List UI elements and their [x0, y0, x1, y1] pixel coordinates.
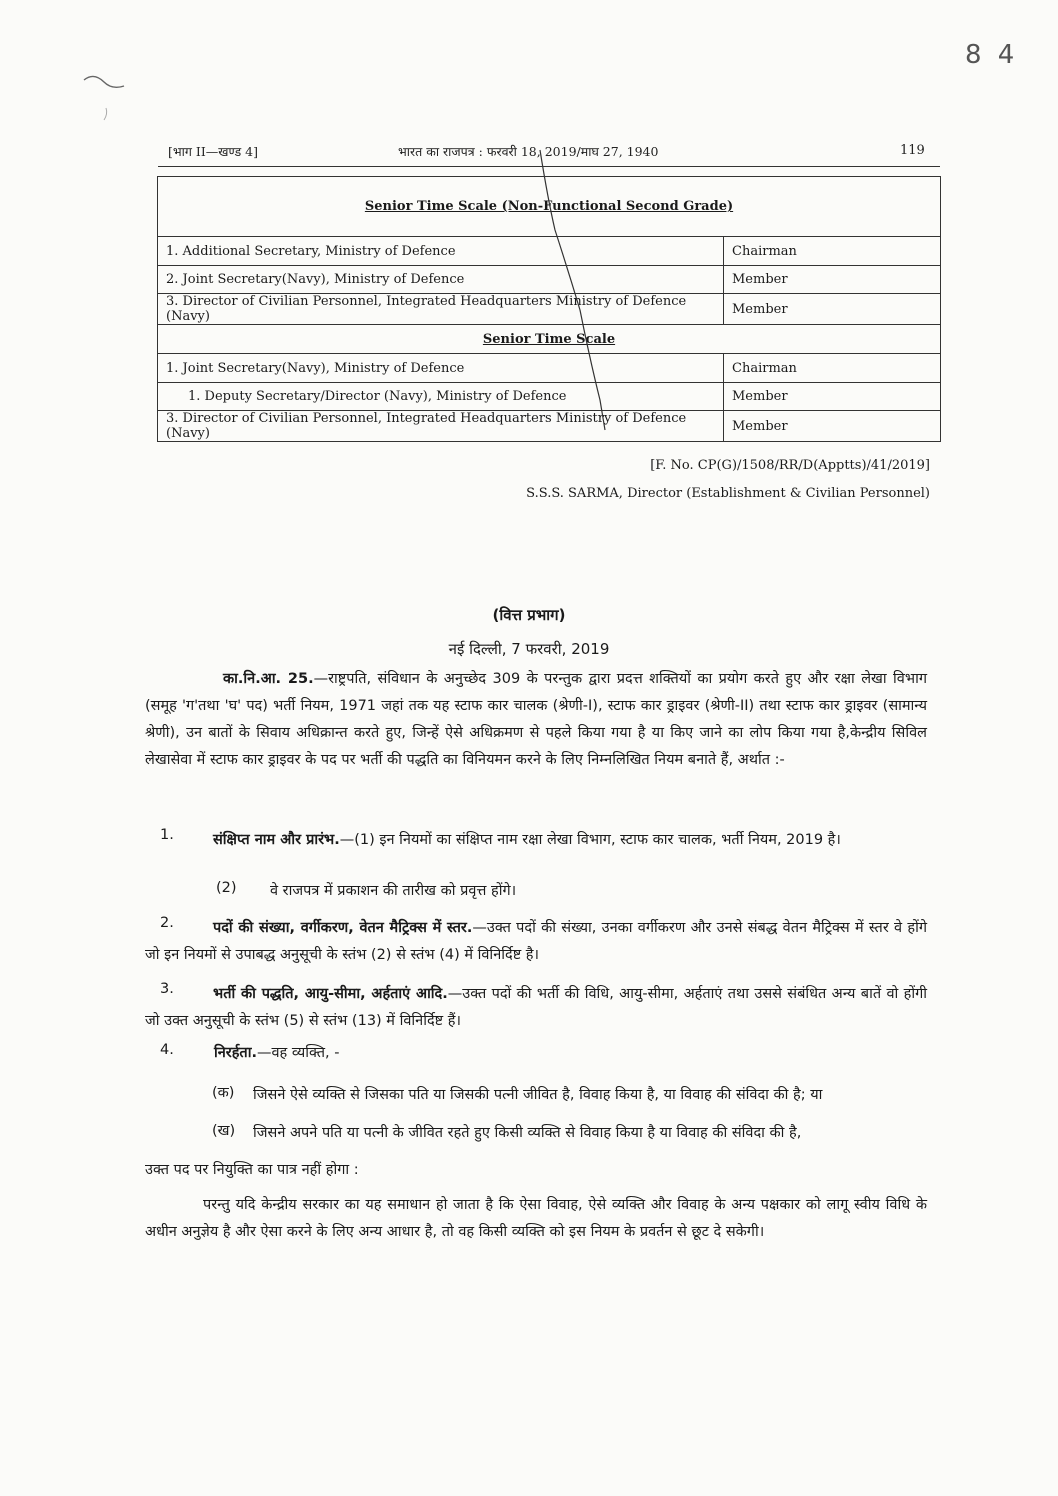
rule3-heading: भर्ती की पद्धति, आयु-सीमा, अर्हताएं आदि.	[213, 986, 448, 1002]
signatory: S.S.S. SARMA, Director (Establishment & Civilian Personnel)	[526, 486, 930, 501]
rule1-text: —(1) इन नियमों का संक्षिप्त नाम रक्षा लेखा विभाग, स्टाफ कार चालक, भर्ती नियम, 2019 है।	[339, 832, 841, 848]
role-cell: Member	[724, 411, 941, 442]
rule2-heading: पदों की संख्या, वर्गीकरण, वेतन मैट्रिक्स में स्तर.	[213, 920, 473, 936]
role-cell: Chairman	[724, 237, 941, 266]
role-cell: Member	[724, 383, 941, 411]
rule4-line	[214, 1042, 339, 1062]
file-number: [F. No. CP(G)/1508/RR/D(Apptts)/41/2019]	[650, 458, 930, 473]
header-gazette-date: भारत का राजपत्र : फरवरी 18, 2019/माघ 27, 1940	[398, 144, 659, 159]
rule1-number: 1.	[160, 827, 174, 843]
member-cell: 1. Deputy Secretary/Director (Navy), Ministry of Defence	[158, 383, 724, 411]
section2-title: Senior Time Scale	[158, 325, 941, 354]
rule1-heading: संक्षिप्त नाम और प्रारंभ.	[213, 832, 340, 848]
ineligible-line: उक्त पद पर नियुक्ति का पात्र नहीं होगा :	[145, 1162, 359, 1178]
header-rule	[158, 166, 940, 167]
rule4-number: 4.	[160, 1042, 174, 1058]
proviso-paragraph: परन्तु यदि केन्द्रीय सरकार का यह समाधान हो जाता है कि ऐसा विवाह, ऐसे व्यक्ति और विवाह के अन्य पक्षकार को लागू स्वीय विधि के अधीन अनुज्ञेय है और ऐसा करने के लिए अन्य आधार है, तो वह किसी व्यक्ति को इस नियम के प्रवर्तन से छूट दे सकेगी।	[145, 1197, 927, 1240]
intro-text: —राष्ट्रपति, संविधान के अनुच्छेद 309 के परन्तुक द्वारा प्रदत्त शक्तियों का प्रयोग करते हुए और रक्षा लेखा विभाग (समूह 'ग'तथा 'घ' पद) भर्ती नियम, 1971 जहां तक यह स्टाफ कार चालक (श्रेणी-I), स्टाफ कार ड्राइवर (श्रेणी-II) तथा स्टाफ कार ड्राइवर (सामान्य श्रेणी), उन बातों के सिवाय अधिक्रान्त करते हुए, जिन्हें ऐसे अधिक्रमण से पहले किया गया है या किए जाने का लोप किया गया है,केन्द्रीय सिविल लेखासेवा में स्टाफ कार ड्राइवर के पद पर भर्ती की पद्धति का विनियमन करने के लिए निम्नलिखित नियम बनाते हैं, अर्थात :-	[145, 671, 927, 768]
member-cell: 3. Director of Civilian Personnel, Integrated Headquarters Ministry of Defence (Navy)	[158, 411, 724, 442]
clause-kha-text: जिसने अपने पति या पत्नी के जीवित रहते हुए किसी व्यक्ति से विवाह किया है या विवाह की संविदा की है,	[253, 1125, 802, 1141]
clause-ka-number: (क)	[212, 1085, 235, 1101]
rule1-paragraph	[145, 827, 927, 854]
handwritten-page-mark: 8 4	[965, 40, 1019, 70]
rule4-heading: निरर्हता.	[214, 1045, 257, 1061]
rule1-sub-text: वे राजपत्र में प्रकाशन की तारीख को प्रवृत्त होंगे।	[270, 883, 517, 899]
table-row	[158, 411, 941, 442]
committee-table	[157, 176, 941, 442]
table-row	[158, 383, 941, 411]
rule2-text: —उक्त पदों की संख्या, उनका वर्गीकरण और उनसे संबद्ध वेतन मैट्रिक्स में स्तर वे होंगे जो इन नियमों से उपाबद्ध अनुसूची के स्तंभ (2) से स्तंभ (4) में विनिर्दिष्ट है।	[145, 920, 927, 963]
intro-paragraph	[145, 666, 927, 774]
table-row	[158, 294, 941, 325]
rule2-number: 2.	[160, 915, 174, 931]
table-section-header	[158, 325, 941, 354]
clause-kha-number: (ख)	[212, 1123, 236, 1139]
role-cell: Member	[724, 294, 941, 325]
rule3-number: 3.	[160, 981, 174, 997]
member-cell: 2. Joint Secretary(Navy), Ministry of Defence	[158, 266, 724, 294]
table-row	[158, 237, 941, 266]
place-date: नई दिल्ली, 7 फरवरी, 2019	[448, 640, 610, 658]
department-heading: (वित्त प्रभाग)	[492, 606, 566, 624]
rule3-text: —उक्त पदों की भर्ती की विधि, आयु-सीमा, अर्हताएं तथा उससे संबंधित अन्य बातें वो होंगी जो उक्त अनुसूची के स्तंभ (5) से स्तंभ (13) में विनिर्दिष्ट हैं।	[145, 986, 927, 1029]
table-row	[158, 354, 941, 383]
header-part-section: [भाग II—खण्ड 4]	[168, 144, 258, 159]
pen-scribble-mark	[80, 70, 130, 130]
gsr-number: का.नि.आ. 25.	[223, 671, 314, 687]
rule1-sub-number: (2)	[216, 880, 237, 896]
member-cell: 3. Director of Civilian Personnel, Integrated Headquarters Ministry of Defence (Navy)	[158, 294, 724, 325]
table-section-header	[158, 177, 941, 237]
role-cell: Chairman	[724, 354, 941, 383]
table-row	[158, 266, 941, 294]
rule2-paragraph	[145, 915, 927, 969]
member-cell: 1. Joint Secretary(Navy), Ministry of Defence	[158, 354, 724, 383]
section1-title: Senior Time Scale (Non-Functional Second Grade)	[158, 177, 941, 237]
clause-ka-text: जिसने ऐसे व्यक्ति से जिसका पति या जिसकी पत्नी जीवित है, विवाह किया है, या विवाह की संविदा की है; या	[253, 1087, 823, 1103]
member-cell: 1. Additional Secretary, Ministry of Defence	[158, 237, 724, 266]
role-cell: Member	[724, 266, 941, 294]
rule4-text: —वह व्यक्ति, -	[256, 1045, 340, 1061]
rule3-paragraph	[145, 981, 927, 1035]
page-number: 119	[900, 143, 925, 158]
